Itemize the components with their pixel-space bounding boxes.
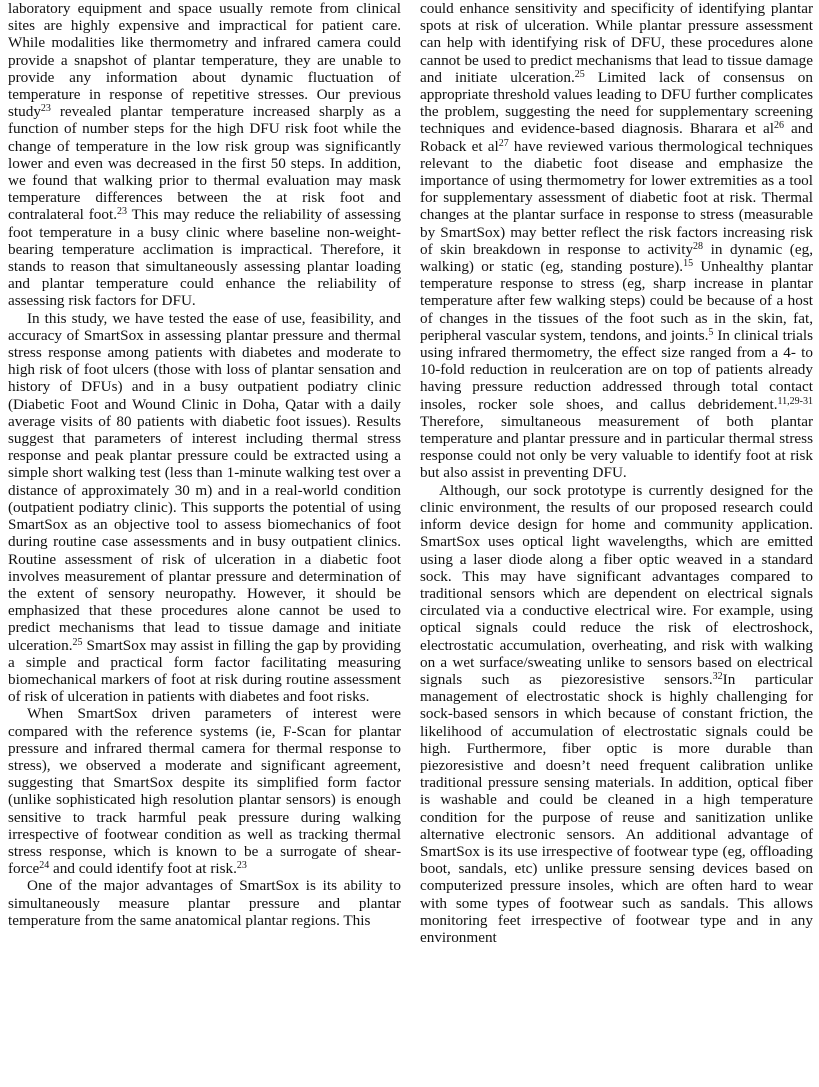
- text-run: Therefore, simultaneous measurement of both plantar temperature and plantar pressure and in particular thermal stress response could not only be very valuable to identify foot at risk but also assist in preventing DFU.: [420, 412, 813, 482]
- text-run: SmartSox may assist in filling the gap by providing a simple and practical form factor facilitating measuring biomechanical markers of foot at risk during routine assessment of risk of ulceration in patients with diabetes and foot risks.: [8, 636, 401, 706]
- text-run: In clinical trials using infrared thermometry, the effect size ranged from a 4- to 10-fold reduction in reulceration are on top of patients already having pressure reduction addressed through total contact insoles, rocker sole shoes, and callus debridement.: [420, 326, 813, 413]
- citation-superscript: 24: [39, 860, 50, 872]
- citation-superscript: 25: [574, 68, 585, 80]
- right-text-column: [420, 0, 813, 1087]
- text-run: One of the major advantages of SmartSox is its ability to simultaneously measure plantar pressure and plantar temperature from the same anatomical plantar regions. This: [8, 877, 401, 929]
- citation-superscript: 11,29-31: [777, 395, 813, 407]
- right-column-paragraph: [420, 482, 813, 946]
- citation-superscript: 23: [236, 860, 247, 872]
- text-run: could enhance sensitivity and specificity of identifying plantar spots at risk of ulceration. While plantar pressure assessment can help with identifying risk of DFU, these procedures alone cannot be used to predict mechanisms that lead to tissue damage and initiate ulceration.: [420, 0, 813, 86]
- text-run: Unhealthy plantar temperature response to stress (eg, sharp increase in plantar temperature after few walking steps) could be because of a host of changes in the tissues of the foot such as in the skin, fat, peripheral vascular system, tendons, and joints.: [420, 258, 813, 344]
- citation-superscript: 32: [712, 670, 723, 682]
- citation-superscript: 23: [40, 103, 51, 115]
- text-run: In particular management of electrostatic shock is highly challenging for sock-based sensors in which because of constant friction, the likelihood of accumulation of electrostatic signals could be high. Furthermore, fiber optic is more durable than piezoresistive and doesn’t need frequent calibration unlike traditional pressure sensing materials. In addition, optical fiber is washable and could be cleaned in a high temperature condition for the purpose of reuse and sanitization unlike alternative electronic sensors. An additional advantage of SmartSox is its use irrespective of footwear type (eg, offloading boot, sandals, etc) unlike pressure sensing devices based on computerized pressure insoles, which are often hard to wear with some types of footwear such as sandals. This allows monitoring feet irrespective of footwear type and in any environment: [420, 670, 813, 946]
- text-run: Limited lack of consensus on appropriate threshold values leading to DFU further complicates the problem, suggesting the need for supplementary screening techniques and evidence-based diagnosis. Bharara et al: [420, 68, 813, 138]
- left-column-paragraph: [8, 877, 401, 929]
- citation-superscript: 27: [498, 137, 509, 149]
- text-run: revealed plantar temperature increased sharply as a function of number steps for the high DFU risk foot while the change of temperature in the low risk group was significantly lower and even was decreased in the first 50 steps. In addition, we found that walking prior to thermal evaluation may mask temperature differences between the at risk foot and contralateral foot.: [8, 103, 401, 224]
- citation-superscript: 26: [774, 120, 784, 132]
- citation-superscript: 23: [117, 206, 127, 218]
- text-run: have reviewed various thermological techniques relevant to the diabetic foot disease and emphasize the importance of using thermometry for lower extremities as a tool for supplementary assessment of diabetic foot at risk. Thermal changes at the plantar surface in response to stress (measurable by SmartSox) may better reflect the risk factors increasing risk of skin breakdown in response to activity: [420, 137, 813, 258]
- citation-superscript: 5: [708, 326, 714, 338]
- citation-superscript: 28: [693, 240, 704, 252]
- left-text-column: [8, 0, 401, 1087]
- text-run: When SmartSox driven parameters of interest were compared with the reference systems (ie, F-Scan for plantar pressure and infrared thermal camera for thermal response to stress), we observed a moderate and significant agreement, suggesting that SmartSox despite its simplified form factor (unlike sophisticated high resolution plantar sensors) is enough sensitive to track harmful peak pressure during walking irrespective of footwear condition as well as tracking thermal stress response, which is known to be a surrogate of shear-force: [8, 705, 401, 878]
- text-run: laboratory equipment and space usually remote from clinical sites are highly expensive and impractical for patient care. While modalities like thermometry and infrared camera could provide a snapshot of plantar temperature, they are unable to provide any information about dynamic fluctuation of temperature in response of repetitive stresses. Our previous study: [8, 0, 401, 121]
- text-run: In this study, we have tested the ease of use, feasibility, and accuracy of SmartSox in assessing plantar pressure and thermal stress response among patients with diabetes and moderate to high risk of foot ulcers (those with loss of plantar sensation and history of DFUs) and in a busy outpatient podiatry clinic (Diabetic Foot and Wound Clinic in Doha, Qatar with a daily average visits of 80 patients with diabetic foot issues). Results suggest that parameters of interest including thermal stress response and peak plantar pressure could be extracted using a simple short walking test (less than 1-minute walking test over a distance of approximately 30 m) and in a real-world condition (outpatient podiatry clinic). This supports the potential of using SmartSox as an objective tool to assess biomechanics of foot during routine case assessments and in busy outpatient clinics. Routine assessment of risk of ulceration in a diabetic foot involves measurement of plantar pressure and determination of the extent of sensory neuropathy. However, it should be emphasized that these procedures alone cannot be used to predict mechanisms that lead to tissue damage and initiate ulceration.: [8, 309, 401, 654]
- text-run: Although, our sock prototype is currently designed for the clinic environment, the results of our proposed research could inform device design for home and community application. SmartSox uses optical light wavelengths, which are emitted using a laser diode along a fiber optic weaved in a standard sock. This may have significant advantages compared to traditional sensors which are dependent on electrical signals circulated via a conductive electrical wire. For example, using optical signals could reduce the risk of electroshock, electrostatic accumulation, overheating, and risk with walking on a wet surface/sweating unlike to sensors based on electrical signals such as piezoresistive sensors.: [420, 481, 813, 688]
- text-run: and Roback et al: [420, 120, 813, 155]
- text-run: in dynamic (eg, walking) or static (eg, standing posture).: [420, 240, 813, 276]
- left-column-paragraph: [8, 310, 401, 706]
- left-column-paragraph: [8, 705, 401, 877]
- text-run: This may reduce the reliability of assessing foot temperature in a busy clinic where baseline non-weight-bearing temperature acclimation is impractical. Therefore, it stands to reason that simultaneously assessing plantar loading and plantar temperature could enhance the reliability of assessing risk factors for DFU.: [8, 206, 402, 310]
- right-column-paragraph: [420, 0, 813, 482]
- citation-superscript: 15: [683, 258, 694, 270]
- left-column-paragraph: [8, 0, 401, 310]
- text-run: and could identify foot at risk.: [49, 860, 237, 878]
- citation-superscript: 25: [72, 636, 83, 648]
